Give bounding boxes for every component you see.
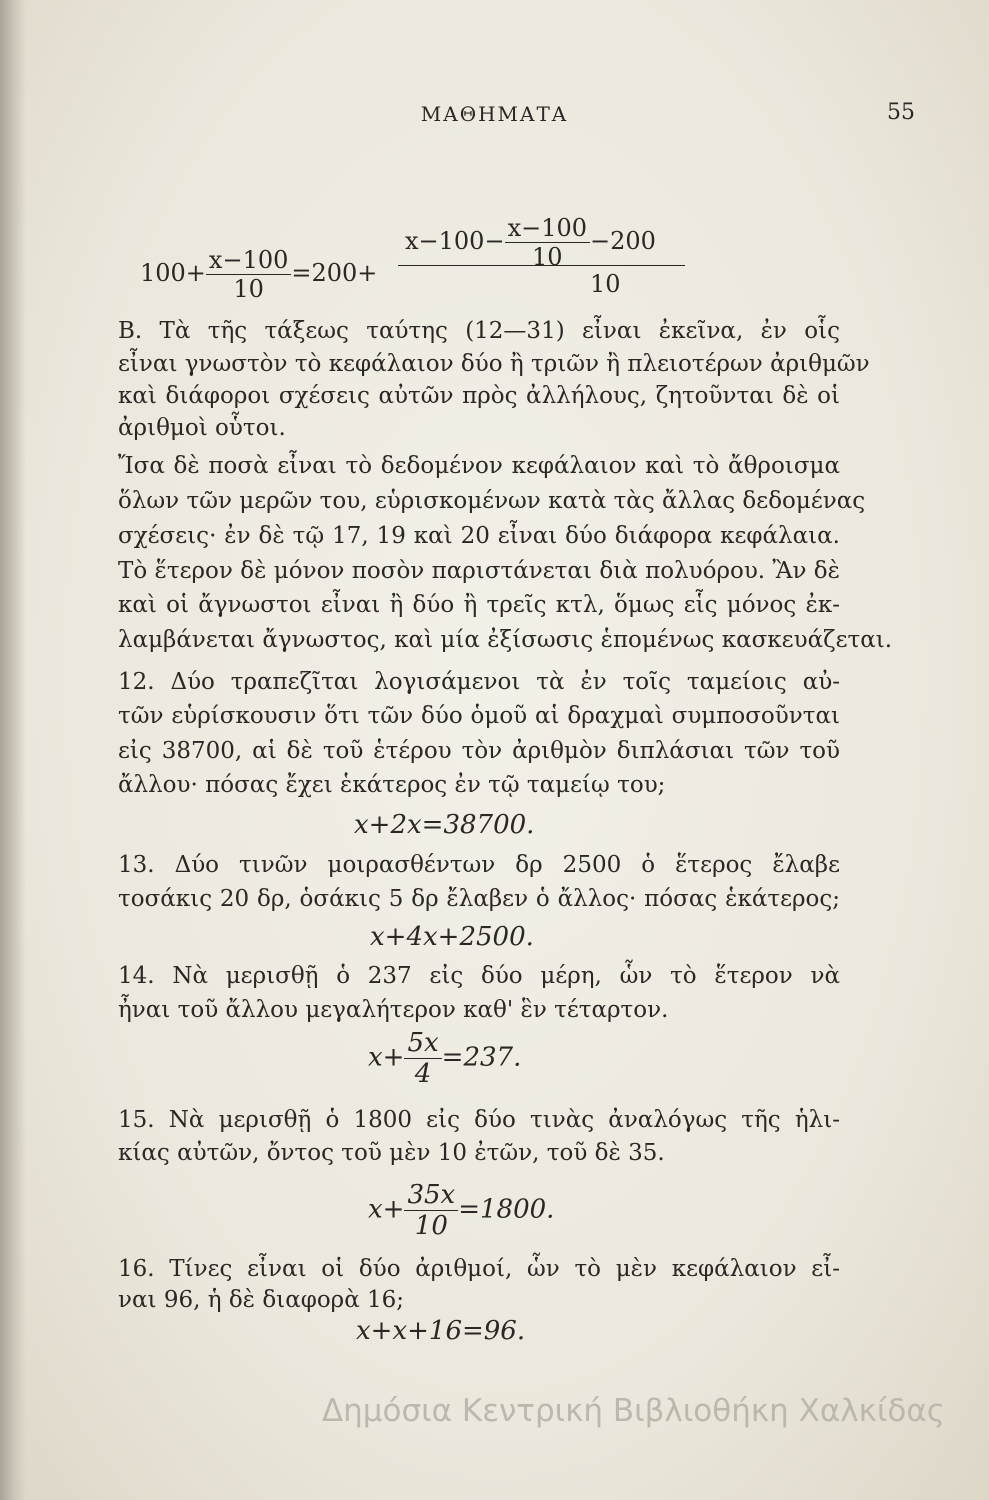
formula-left-fraction [206, 246, 291, 303]
fraction-denominator: 10 [404, 1210, 458, 1241]
fraction-numerator: x−100 [208, 246, 289, 274]
text-line: λαμβάνεται ἄγνωστος, καὶ μία ἐξίσωσις ἑπομένως κασκευάζεται. [118, 627, 893, 653]
library-watermark: Δημόσια Κεντρική Βιβλιοθήκη Χαλκίδας [321, 1393, 945, 1429]
text-line: Β. Τὰ τῆς τάξεως ταύτης (12—31) εἶναι ἐκεῖνα, ἐν οἷς [118, 318, 840, 344]
inner-numerator: x−100 [507, 214, 588, 242]
equation-14-post: =237. [441, 1042, 522, 1073]
problem-14-line: 14. Νὰ μερισθῇ ὁ 237 εἰς δύο μέρη, ὧν τὸ ἕτερον νὰ [118, 963, 840, 989]
text-line: τοσάκις 20 δρ, ὁσάκις 5 δρ ἔλαβεν ὁ ἄλλος· πόσας ἑκάτερος; [118, 886, 840, 912]
formula-left-eq: =200+ [291, 259, 378, 287]
equation-15-fraction [404, 1180, 458, 1241]
problem-12-line: 12. Δύο τραπεζῖται λογισάμενοι τὰ ἐν τοῖς ταμείοις αὐ- [118, 669, 840, 695]
text-line: σχέσεις· ἐν δὲ τῷ 17, 19 καὶ 20 εἶναι δύο διάφορα κεφάλαια. [118, 523, 840, 549]
text-line: ἀριθμοὶ οὗτοι. [118, 415, 286, 441]
problem-16-line: 16. Τίνες εἶναι οἱ δύο ἀριθμοί, ὧν τὸ μὲν κεφάλαιον εἶ- [118, 1256, 840, 1282]
text-line: καὶ διάφοροι σχέσεις αὐτῶν πρὸς ἀλλήλους, ζητοῦνται δὲ οἱ [118, 383, 840, 409]
text-line: Ἴσα δὲ ποσὰ εἶναι τὸ δεδομένον κεφάλαιον καὶ τὸ ἄθροισμα [118, 453, 840, 479]
page-number: 55 [887, 100, 915, 125]
fraction-numerator: 5x [407, 1028, 439, 1058]
fraction-denominator: 4 [404, 1058, 441, 1089]
text-line: ὅλων τῶν μερῶν του, εὑρισκομένων κατὰ τὰς ἄλλας δεδομένας [118, 488, 866, 514]
inner-denominator: 10 [505, 242, 590, 271]
text-line: ναι 96, ἡ δὲ διαφορὰ 16; [118, 1287, 405, 1313]
text-line: κίας αὐτῶν, ὄντος τοῦ μὲν 10 ἐτῶν, τοῦ δὲ 35. [118, 1140, 665, 1166]
equation-14 [368, 1028, 521, 1089]
formula-left-main: 100+ [140, 259, 206, 287]
equation-15 [368, 1180, 554, 1241]
equation-14-pre: x+ [368, 1042, 405, 1073]
numerator-part-b: −200 [590, 227, 656, 255]
equation-15-post: =1800. [458, 1194, 555, 1225]
equation-14-fraction [404, 1028, 441, 1089]
text-line: ἄλλου· πόσας ἔχει ἑκάτερος ἐν τῷ ταμείῳ του; [118, 772, 666, 798]
running-head: ΜΑΘΗΜΑΤΑ [420, 102, 569, 126]
text-line: καὶ οἱ ἄγνωστοι εἶναι ἢ δύο ἢ τρεῖς κτλ, ὅμως εἷς μόνος ἐκ- [118, 592, 840, 618]
equation-16: x+x+16=96. [356, 1316, 526, 1346]
fraction-numerator: 35x [407, 1180, 456, 1210]
text-line: εἰς 38700, αἱ δὲ τοῦ ἑτέρου τὸν ἀριθμὸν διπλάσιαι τῶν τοῦ [118, 738, 840, 764]
text-line: τῶν εὑρίσκουσιν ὅτι τῶν δύο ὁμοῦ αἱ δραχμαὶ συμποσοῦνται [118, 703, 840, 729]
text-line: Τὸ ἕτερον δὲ μόνον ποσὸν παριστάνεται διὰ πολυόρου. Ἂν δὲ [118, 558, 840, 584]
text-line: εἶναι γνωστὸν τὸ κεφάλαιον δύο ἢ τριῶν ἢ πλειοτέρων ἀριθμῶν [118, 351, 870, 377]
numerator-part-a: x−100− [405, 227, 505, 255]
formula-main-fraction-bar [398, 265, 685, 266]
text-line: ἦναι τοῦ ἄλλου μεγαλήτερον καθ' ἓν τέταρτον. [118, 997, 669, 1023]
formula-right-denominator: 10 [590, 270, 621, 298]
formula-left [140, 246, 377, 303]
equation-15-pre: x+ [368, 1194, 405, 1225]
page-spine-shadow [0, 0, 26, 1500]
formula-inner-fraction [505, 214, 590, 271]
fraction-denominator: 10 [206, 274, 291, 303]
equation-13: x+4x+2500. [370, 922, 534, 952]
equation-12: x+2x=38700. [354, 810, 535, 840]
problem-13-line: 13. Δύο τινῶν μοιρασθέντων δρ 2500 ὁ ἕτερος ἔλαβε [118, 852, 840, 878]
problem-15-line: 15. Νὰ μερισθῇ ὁ 1800 εἰς δύο τινὰς ἀναλόγως τῆς ἡλι- [118, 1107, 840, 1133]
formula-right-numerator [405, 214, 656, 271]
